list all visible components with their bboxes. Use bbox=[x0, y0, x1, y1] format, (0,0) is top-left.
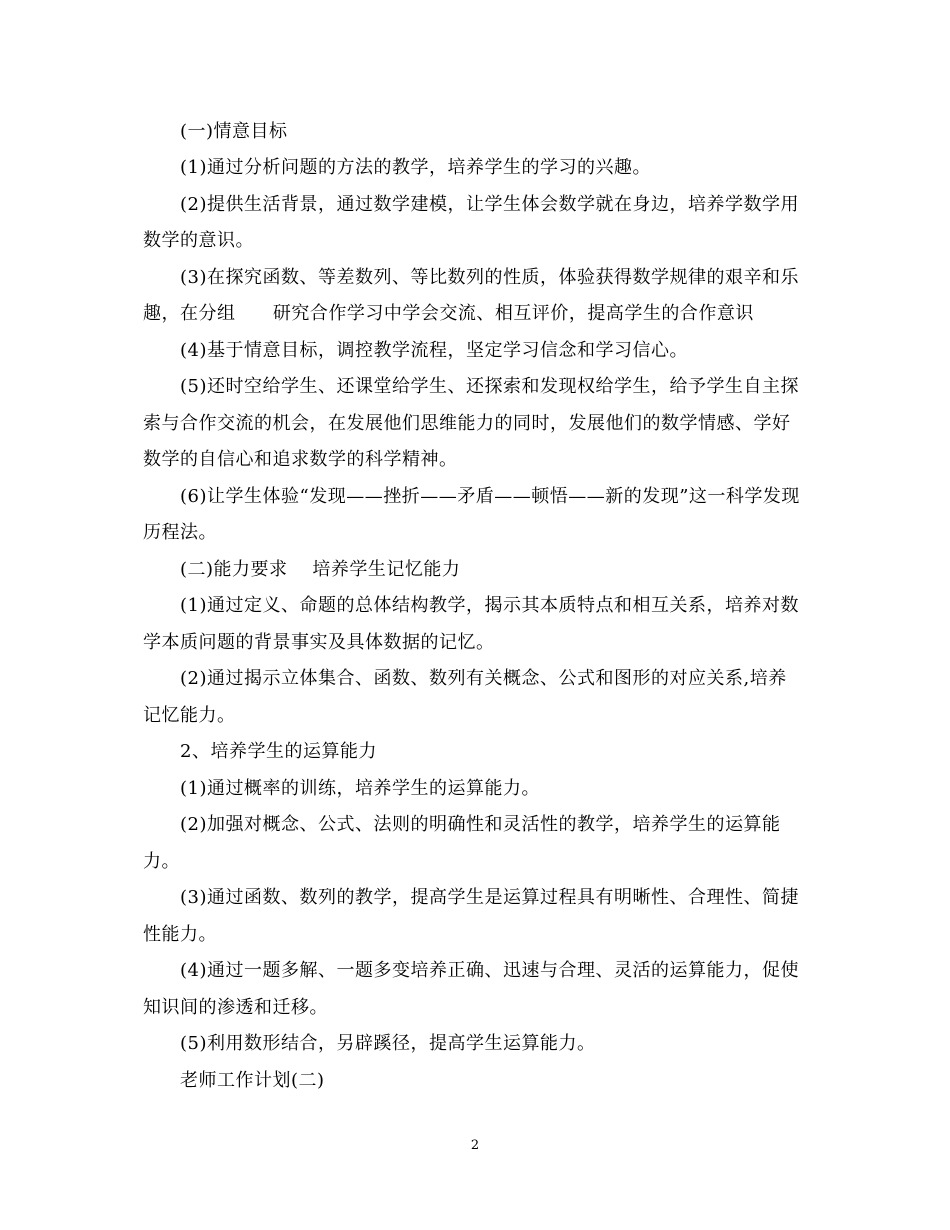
paragraph-line: 性能力。 bbox=[143, 924, 217, 945]
paragraph-line: (1)通过定义、命题的总体结构教学，揭示其本质特点和相互关系，培养对数 bbox=[180, 595, 799, 616]
paragraph-line: (5)利用数形结合，另辟蹊径，提高学生运算能力。 bbox=[180, 1033, 596, 1054]
paragraph-line: (1)通过分析问题的方法的教学，培养学生的学习的兴趣。 bbox=[180, 157, 651, 178]
paragraph-line: 索与合作交流的机会，在发展他们思维能力的同时，发展他们的数学情感、学好 bbox=[143, 413, 791, 434]
paragraph-line: 历程法。 bbox=[143, 522, 217, 543]
paragraph-line: (5)还时空给学生、还课堂给学生、还探索和发现权给学生，给予学生自主探 bbox=[180, 376, 799, 397]
paragraph-line: (4)通过一题多解、一题多变培养正确、迅速与合理、灵活的运算能力，促使 bbox=[180, 960, 799, 981]
heading-teacher-work-plan-2: 老师工作计划(二) bbox=[180, 1070, 325, 1091]
paragraph-line: (2)提供生活背景，通过数学建模，让学生体会数学就在身边，培养学数学用 bbox=[180, 194, 799, 215]
paragraph-line: (2)加强对概念、公式、法则的明确性和灵活性的教学，培养学生的运算能 bbox=[180, 814, 781, 835]
paragraph-line: (2)通过揭示立体集合、函数、数列有关概念、公式和图形的对应关系,培养 bbox=[180, 668, 787, 689]
paragraph-line: (3)在探究函数、等差数列、等比数列的性质，体验获得数学规律的艰辛和乐 bbox=[180, 267, 799, 288]
paragraph-line: (6)让学生体验“发现——挫折——矛盾——顿悟——新的发现”这一科学发现 bbox=[180, 486, 800, 507]
heading-ability-requirements: (二)能力要求 培养学生记忆能力 bbox=[180, 559, 461, 580]
heading-computation-ability: 2、培养学生的运算能力 bbox=[180, 741, 377, 762]
paragraph-line: 趣，在分组 研究合作学习中学会交流、相互评价，提高学生的合作意识 bbox=[143, 303, 754, 324]
heading-affective-goals: (一)情意目标 bbox=[180, 121, 288, 142]
paragraph-line: 数学的意识。 bbox=[143, 230, 254, 251]
paragraph-line: 数学的自信心和追求数学的科学精神。 bbox=[143, 449, 458, 470]
paragraph-line: 知识间的渗透和迁移。 bbox=[143, 997, 328, 1018]
paragraph-line: (3)通过函数、数列的教学，提高学生是运算过程具有明晰性、合理性、简捷 bbox=[180, 887, 799, 908]
paragraph-line: 记忆能力。 bbox=[143, 705, 236, 726]
paragraph-line: (1)通过概率的训练，培养学生的运算能力。 bbox=[180, 778, 540, 799]
page-number: 2 bbox=[470, 1138, 480, 1153]
paragraph-line: 学本质问题的背景事实及具体数据的记忆。 bbox=[143, 632, 495, 653]
paragraph-line: 力。 bbox=[143, 851, 180, 872]
paragraph-line: (4)基于情意目标，调控教学流程，坚定学习信念和学习信心。 bbox=[180, 340, 688, 361]
